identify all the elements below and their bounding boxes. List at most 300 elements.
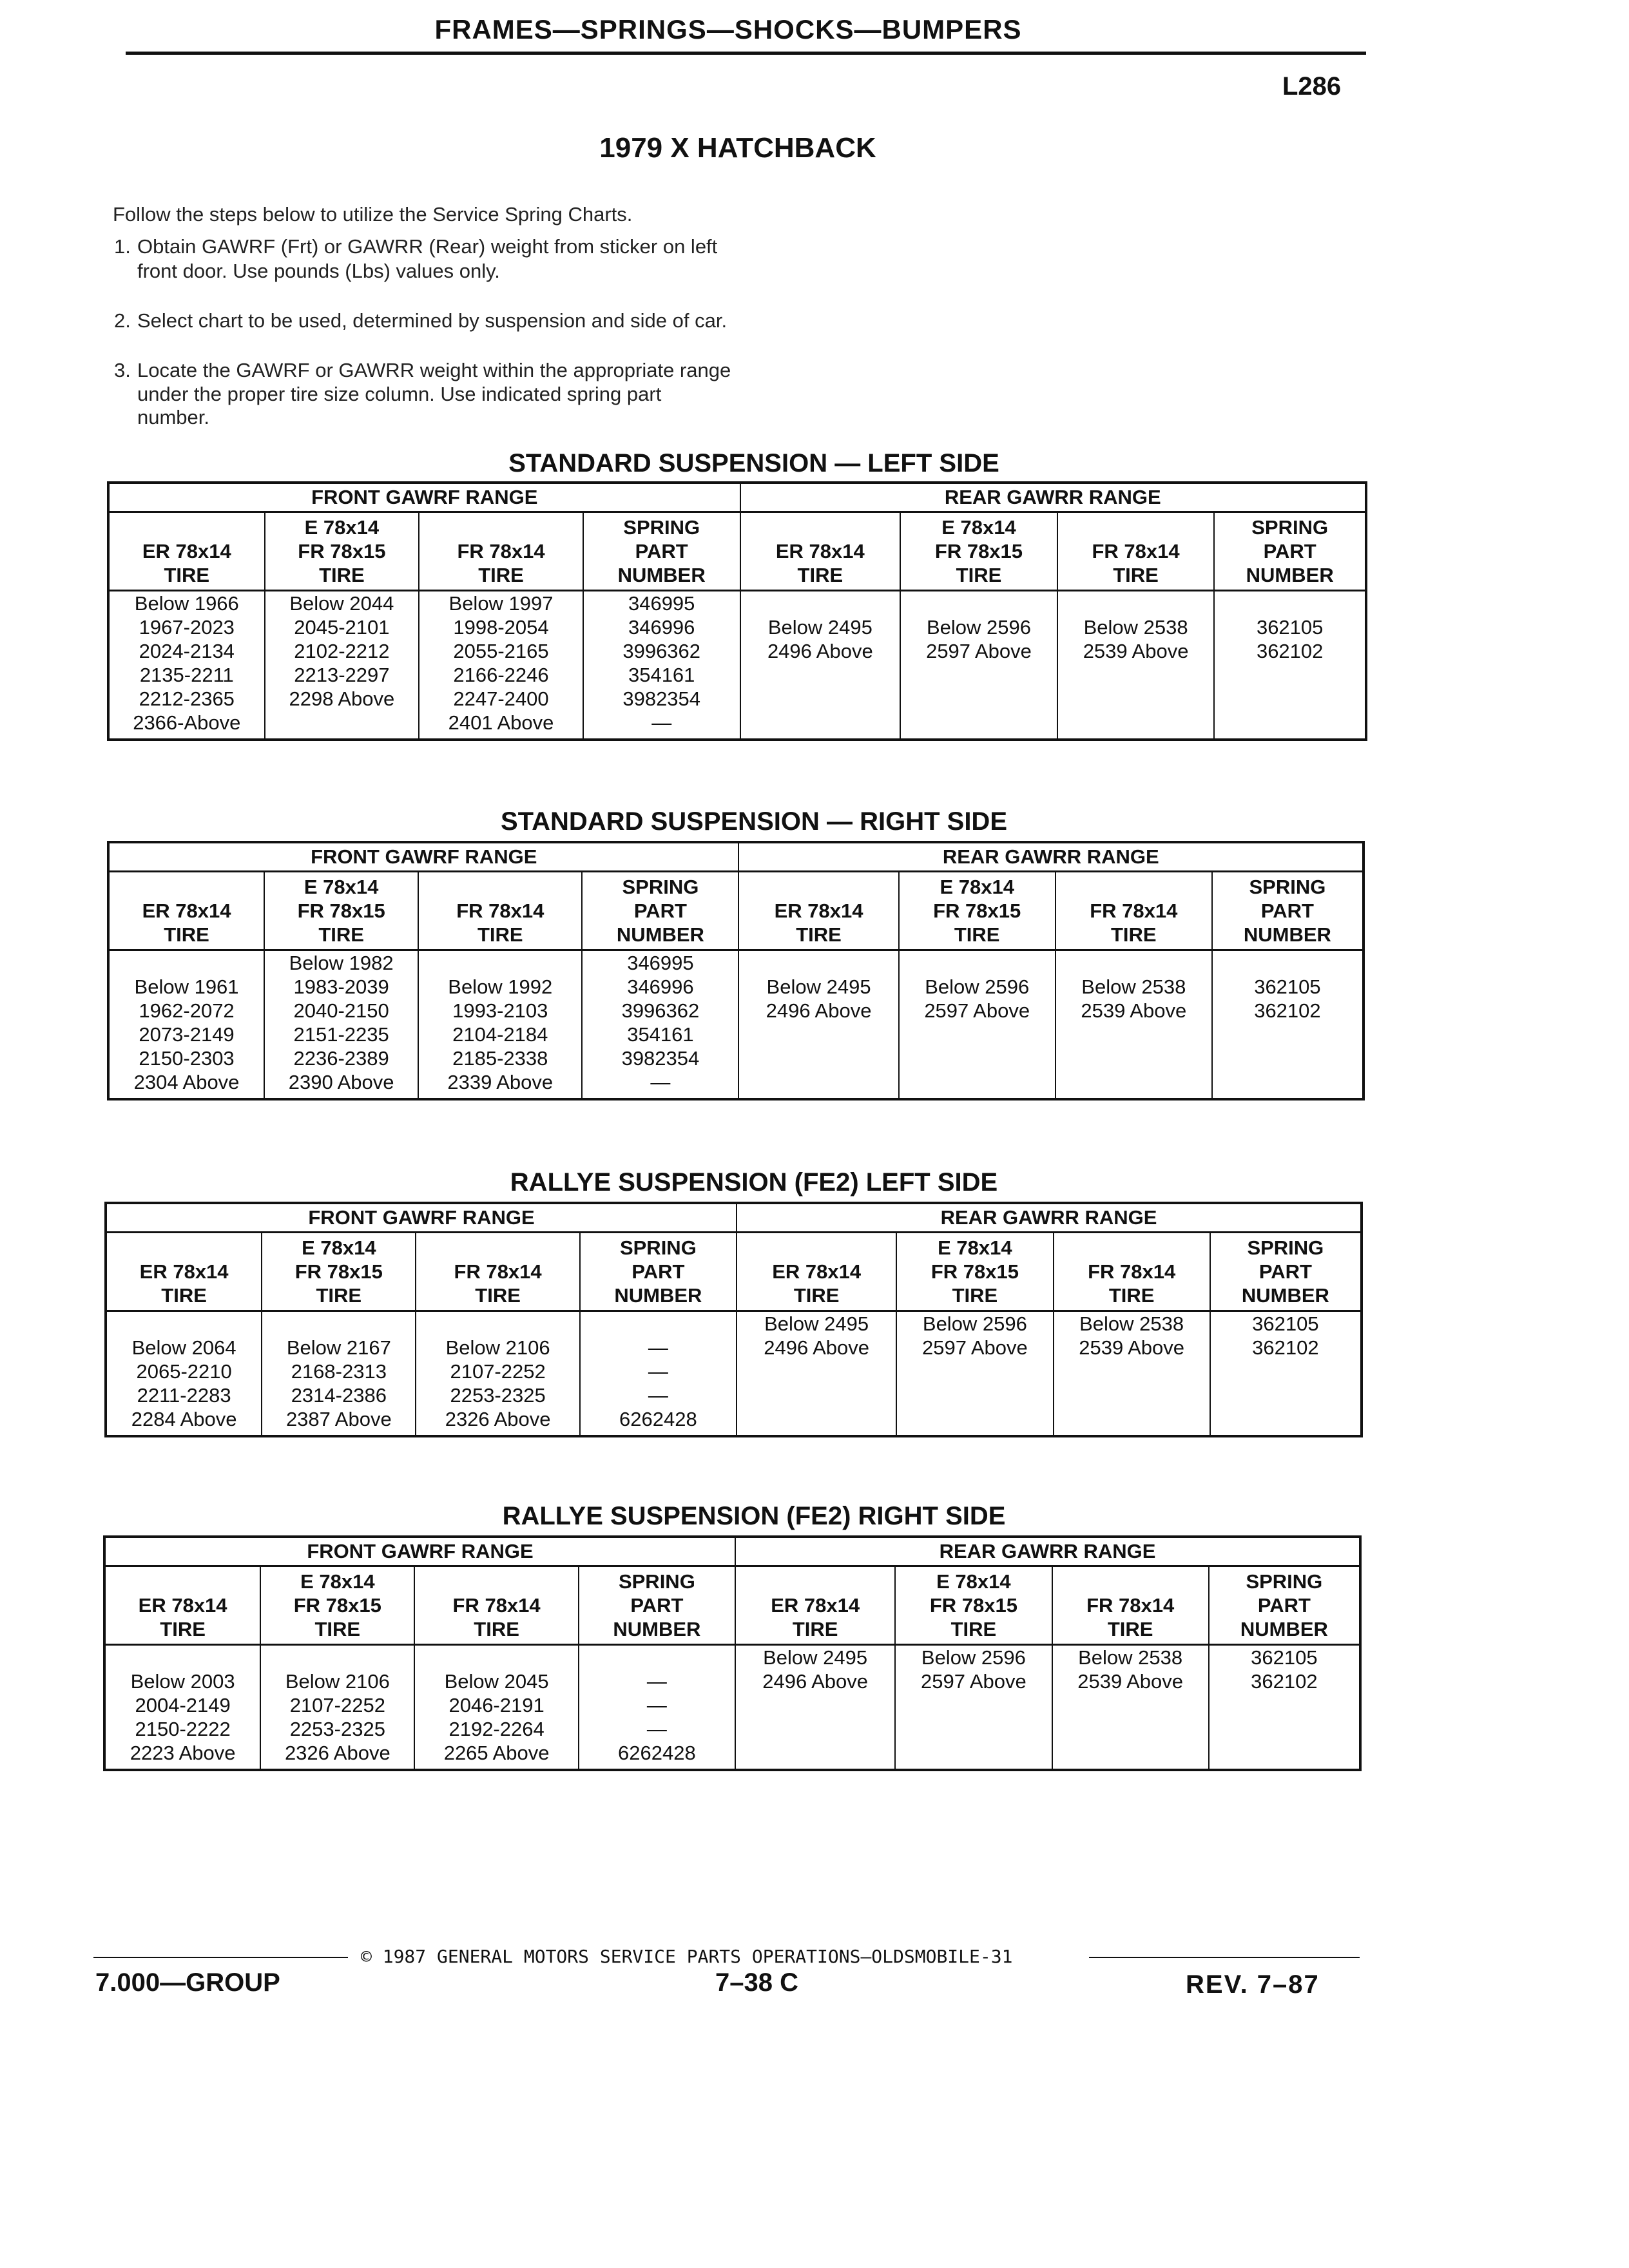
front-fr-value (416, 1312, 579, 1336)
rear-e-fr-column-header (895, 1566, 1052, 1645)
rear-spring-column-header (1209, 1566, 1360, 1645)
front-part-value: — (650, 1071, 671, 1093)
rear-fr-cell (1057, 591, 1215, 740)
header-line (737, 1236, 896, 1260)
rear-er-value (741, 591, 900, 615)
group-header-row (104, 1537, 1360, 1566)
front-part-value: 346995 (627, 952, 694, 974)
rear-fr-value: 2539 Above (1079, 1336, 1185, 1359)
front-e-fr-value: 2168-2313 (291, 1360, 387, 1383)
header-line: ER 78x14 (774, 899, 863, 922)
front-part-value: — (648, 1360, 668, 1383)
group-label: 7.000—GROUP (95, 1968, 280, 1997)
rear-fr-value (1058, 591, 1214, 615)
range-row (106, 1311, 1362, 1437)
front-fr-column-header (416, 1233, 579, 1311)
rear-e-fr-value: 2597 Above (924, 999, 1030, 1022)
front-er-value: 2150-2303 (139, 1047, 235, 1070)
rear-e-fr-cell (899, 950, 1055, 1100)
spring-chart-rallye-left (104, 1202, 1363, 1437)
header-line: E 78x14 (941, 516, 1016, 539)
standard-left-title: STANDARD SUSPENSION — LEFT SIDE (508, 449, 999, 477)
header-line: SPRING (1249, 876, 1326, 898)
front-e-fr-value (262, 1312, 415, 1336)
rear-part-value: 362105 (1254, 975, 1321, 998)
header-rule (126, 52, 1366, 55)
header-line (419, 875, 581, 899)
header-line: TIRE (477, 923, 523, 946)
front-er-value: Below 2003 (130, 1670, 235, 1693)
front-e-fr-value (265, 711, 419, 735)
front-fr-value: 2247-2400 (453, 687, 549, 710)
rear-fr-column-header (1055, 872, 1212, 950)
front-part-value (579, 1646, 735, 1669)
front-er-value: 2284 Above (131, 1408, 237, 1430)
header-line: TIRE (319, 564, 365, 586)
front-er-value: 2004-2149 (135, 1694, 231, 1716)
front-part-value: — (646, 1670, 667, 1693)
rear-er-column-header (735, 1566, 895, 1645)
header-line: NUMBER (1246, 564, 1334, 586)
header-line: TIRE (796, 923, 842, 946)
front-part-value (581, 1312, 736, 1336)
front-e-fr-value: 2326 Above (284, 1742, 390, 1764)
header-line: NUMBER (613, 1618, 701, 1640)
model-title: 1979 X HATCHBACK (599, 132, 876, 164)
step-3-number: 3. (114, 359, 131, 381)
header-line: TIRE (161, 1284, 207, 1307)
rear-fr-column-header (1057, 512, 1215, 591)
header-line: FR 78x15 (930, 1260, 1019, 1283)
front-fr-value: Below 2106 (445, 1336, 550, 1359)
header-line: ER 78x14 (139, 1260, 229, 1283)
header-line (741, 515, 900, 539)
rear-part-cell (1210, 1311, 1362, 1437)
rear-fr-value: Below 2538 (1083, 616, 1188, 639)
front-part-value: — (646, 1718, 667, 1740)
header-line: FR 78x14 (456, 899, 545, 922)
range-row (104, 1645, 1360, 1771)
header-line (1056, 875, 1211, 899)
rear-spring-column-header (1212, 872, 1364, 950)
rear-fr-value: 2539 Above (1083, 640, 1189, 662)
rear-part-value (1215, 591, 1365, 615)
header-line: TIRE (1108, 1284, 1155, 1307)
header-line: E 78x14 (300, 1570, 375, 1593)
front-part-value: — (651, 711, 672, 734)
header-line (416, 1236, 579, 1260)
front-fr-value: 1993-2103 (452, 999, 548, 1022)
rallye-right-title: RALLYE SUSPENSION (FE2) RIGHT SIDE (502, 1502, 1006, 1530)
header-line: FR 78x14 (1088, 1260, 1176, 1283)
front-spring-column-header (579, 1566, 735, 1645)
rear-spring-column-header (1214, 512, 1366, 591)
front-fr-value: 2185-2338 (452, 1047, 548, 1070)
range-row (108, 591, 1366, 740)
front-fr-column-header (419, 512, 583, 591)
front-fr-value: 1998-2054 (453, 616, 549, 639)
front-fr-value: 2104-2184 (452, 1023, 548, 1046)
rear-e-fr-value: 2597 Above (926, 640, 1032, 662)
rear-gawrr-range-header: REAR GAWRR RANGE (738, 842, 1364, 872)
front-er-value: Below 1961 (134, 975, 239, 998)
header-line: NUMBER (614, 1284, 702, 1307)
rear-fr-column-header (1052, 1566, 1209, 1645)
front-e-fr-value: Below 2106 (285, 1670, 390, 1693)
step-3-line-1: Locate the GAWRF or GAWRR weight within the appropriate range (137, 359, 731, 381)
rear-e-fr-value: 2597 Above (922, 1336, 1028, 1359)
front-e-fr-value (261, 1646, 414, 1669)
step-2-line-1: Select chart to be used, determined by suspension and side of car. (137, 309, 728, 332)
front-fr-value: 2192-2264 (448, 1718, 545, 1740)
header-line: NUMBER (1243, 923, 1331, 946)
header-line: TIRE (950, 1618, 997, 1640)
front-gawrf-range-header: FRONT GAWRF RANGE (108, 842, 738, 872)
header-line: PART (1257, 1594, 1311, 1617)
rear-fr-value: 2539 Above (1081, 999, 1187, 1022)
step-3-line-2: under the proper tire size column. Use indicated spring part (137, 383, 662, 405)
front-spring-column-header (583, 512, 740, 591)
front-fr-cell (419, 591, 583, 740)
front-er-column-header (108, 512, 265, 591)
front-er-value: 2366-Above (133, 711, 241, 734)
rear-er-cell (737, 1311, 896, 1437)
rear-gawrr-range-header: REAR GAWRR RANGE (740, 483, 1367, 512)
rear-e-fr-value: Below 2596 (921, 1646, 1026, 1669)
rear-e-fr-column-header (900, 512, 1057, 591)
rear-er-value (739, 951, 898, 975)
group-header-row (108, 842, 1364, 872)
header-line: TIRE (956, 564, 1002, 586)
front-er-cell (108, 591, 265, 740)
front-er-value: 1962-2072 (139, 999, 235, 1022)
front-er-value: 2150-2222 (135, 1718, 231, 1740)
front-part-value: 3996362 (622, 640, 701, 662)
header-line: TIRE (474, 1618, 519, 1640)
header-line: NUMBER (617, 564, 706, 586)
front-er-value (107, 1312, 261, 1336)
rear-er-cell (735, 1645, 895, 1771)
rear-er-value: 2496 Above (762, 1670, 869, 1693)
header-line: FR 78x15 (933, 899, 1021, 922)
front-e-fr-value: 2151-2235 (293, 1023, 389, 1046)
front-er-value: 2024-2134 (139, 640, 235, 662)
front-fr-value: Below 1997 (448, 592, 554, 615)
rear-part-value: 362102 (1251, 1670, 1318, 1693)
front-part-value: 3982354 (622, 687, 701, 710)
rear-fr-cell (1052, 1645, 1209, 1771)
header-line: TIRE (478, 564, 524, 586)
header-line: FR 78x15 (298, 540, 386, 562)
front-er-value: 2073-2149 (139, 1023, 235, 1046)
front-part-value: — (648, 1336, 668, 1359)
copyright-notice: © 1987 GENERAL MOTORS SERVICE PARTS OPERATIONS—OLDSMOBILE-31 (361, 1946, 1013, 1967)
rear-fr-value: Below 2538 (1078, 1646, 1183, 1669)
front-part-value: 3982354 (621, 1047, 700, 1070)
header-line: TIRE (164, 923, 209, 946)
header-line: TIRE (797, 564, 843, 586)
rear-er-cell (738, 950, 898, 1100)
rear-er-value: 2496 Above (764, 1336, 870, 1359)
front-fr-value: 2107-2252 (450, 1360, 546, 1383)
front-part-value: — (648, 1384, 668, 1407)
page-code: L286 (1282, 72, 1342, 101)
rear-fr-cell (1054, 1311, 1210, 1437)
header-line: PART (635, 540, 688, 562)
rear-er-value: Below 2495 (766, 975, 871, 998)
front-er-column-header (106, 1233, 262, 1311)
front-fr-value: Below 2045 (444, 1670, 549, 1693)
front-part-value: 6262428 (619, 1408, 697, 1430)
header-line (107, 1236, 261, 1260)
front-e-fr-column-header (262, 1233, 416, 1311)
header-line: PART (633, 899, 687, 922)
rear-part-cell (1209, 1645, 1360, 1771)
front-fr-value: 2339 Above (447, 1071, 554, 1093)
header-line: TIRE (318, 923, 364, 946)
header-line: TIRE (314, 1618, 361, 1640)
header-line: FR 78x14 (1092, 540, 1180, 562)
front-e-fr-value: 2253-2325 (289, 1718, 385, 1740)
front-er-value (106, 1646, 260, 1669)
header-line: ER 78x14 (142, 540, 231, 562)
front-e-fr-value: Below 2044 (289, 592, 394, 615)
header-line (419, 515, 583, 539)
front-part-value: 346996 (627, 975, 694, 998)
rear-part-value: 362105 (1256, 616, 1324, 639)
rear-part-value: 362102 (1252, 1336, 1319, 1359)
header-line: E 78x14 (304, 516, 380, 539)
rear-fr-value: Below 2538 (1081, 975, 1186, 998)
header-line (110, 515, 264, 539)
front-fr-cell (418, 950, 582, 1100)
front-fr-value: 2046-2191 (448, 1694, 545, 1716)
front-er-value: 1967-2023 (139, 616, 235, 639)
front-e-fr-value: Below 1982 (289, 952, 394, 974)
rear-e-fr-value: 2597 Above (921, 1670, 1027, 1693)
step-1-line-1: Obtain GAWRF (Frt) or GAWRR (Rear) weight from sticker on left (137, 235, 718, 258)
header-line: TIRE (792, 1618, 838, 1640)
front-gawrf-range-header: FRONT GAWRF RANGE (104, 1537, 735, 1566)
header-line (415, 1570, 577, 1593)
front-er-value: 2304 Above (133, 1071, 240, 1093)
front-e-fr-value: 2298 Above (289, 687, 395, 710)
step-2-number: 2. (114, 309, 131, 332)
revision-label: REV. 7–87 (1186, 1970, 1320, 1999)
rear-e-fr-value: Below 2596 (922, 1312, 1027, 1335)
header-line: FR 78x15 (934, 540, 1023, 562)
front-fr-value: 2265 Above (443, 1742, 550, 1764)
page-number: 7–38 C (715, 1968, 798, 1997)
step-3-line-3: number. (137, 406, 210, 428)
front-er-cell (106, 1311, 262, 1437)
group-header-row (106, 1203, 1362, 1233)
front-fr-cell (416, 1311, 579, 1437)
header-line: ER 78x14 (775, 540, 865, 562)
rear-e-fr-cell (895, 1645, 1052, 1771)
instructions-intro: Follow the steps below to utilize the Service Spring Charts. (113, 203, 633, 226)
front-e-fr-value: 2213-2297 (294, 664, 390, 686)
rear-e-fr-cell (900, 591, 1057, 740)
column-header-row (108, 872, 1364, 950)
header-line: SPRING (623, 516, 700, 539)
rear-fr-cell (1055, 950, 1212, 1100)
header-line: ER 78x14 (142, 899, 231, 922)
rear-fr-value: 2539 Above (1077, 1670, 1184, 1693)
rear-er-column-header (738, 872, 898, 950)
header-line: FR 78x15 (294, 1260, 383, 1283)
rear-part-value: 362105 (1251, 1646, 1318, 1669)
header-line: E 78x14 (938, 1236, 1012, 1259)
rallye-left-title: RALLYE SUSPENSION (FE2) LEFT SIDE (510, 1168, 998, 1196)
spring-chart-standard-right (107, 841, 1365, 1100)
spring-chart-standard-left (107, 481, 1367, 741)
header-line: PART (631, 1260, 685, 1283)
step-1-number: 1. (114, 235, 131, 258)
rear-part-cell (1212, 950, 1364, 1100)
standard-right-title: STANDARD SUSPENSION — RIGHT SIDE (501, 807, 1007, 836)
front-part-value: 346995 (628, 592, 695, 615)
header-line: ER 78x14 (771, 1594, 860, 1617)
header-line: SPRING (618, 1570, 695, 1593)
front-er-value: 2212-2365 (139, 687, 235, 710)
footer-rule-right (1089, 1957, 1360, 1958)
front-e-fr-value: 2314-2386 (291, 1384, 387, 1407)
front-fr-value: 2326 Above (445, 1408, 551, 1430)
range-row (108, 950, 1364, 1100)
front-part-value: 346996 (628, 616, 695, 639)
front-er-cell (108, 950, 264, 1100)
front-part-cell (579, 1645, 735, 1771)
group-header-row (108, 483, 1366, 512)
column-header-row (108, 512, 1366, 591)
header-line: SPRING (619, 1236, 697, 1259)
front-e-fr-cell (262, 1311, 416, 1437)
front-e-fr-value: 2102-2212 (294, 640, 390, 662)
header-line: FR 78x15 (297, 899, 385, 922)
front-fr-value (415, 1646, 577, 1669)
rear-er-value: Below 2495 (763, 1646, 868, 1669)
front-er-cell (104, 1645, 260, 1771)
front-part-cell (580, 1311, 737, 1437)
rear-er-value: Below 2495 (767, 616, 872, 639)
rear-e-fr-value: Below 2596 (926, 616, 1031, 639)
header-line: FR 78x14 (452, 1594, 541, 1617)
header-line: SPRING (1247, 1236, 1324, 1259)
header-line: TIRE (160, 1618, 206, 1640)
front-spring-column-header (580, 1233, 737, 1311)
step-1-line-2: front door. Use pounds (Lbs) values only. (137, 260, 500, 282)
header-line: TIRE (475, 1284, 521, 1307)
front-part-value: 6262428 (618, 1742, 696, 1764)
header-line: NUMBER (1241, 1284, 1329, 1307)
header-line: PART (1260, 899, 1314, 922)
front-fr-cell (414, 1645, 578, 1771)
front-e-fr-value: 2387 Above (285, 1408, 392, 1430)
header-line (106, 1570, 260, 1593)
front-e-fr-value: 1983-2039 (293, 975, 389, 998)
header-line (1053, 1570, 1208, 1593)
header-line: SPRING (622, 876, 699, 898)
rear-e-fr-column-header (896, 1233, 1053, 1311)
header-line: PART (1258, 1260, 1312, 1283)
header-line (739, 875, 898, 899)
header-line (110, 875, 264, 899)
header-line: NUMBER (1240, 1618, 1328, 1640)
rear-part-value: 362102 (1254, 999, 1321, 1022)
header-line (1054, 1236, 1210, 1260)
header-line: E 78x14 (302, 1236, 376, 1259)
front-part-value: 3996362 (621, 999, 700, 1022)
front-fr-value (419, 951, 581, 975)
front-er-value: Below 1966 (134, 592, 239, 615)
front-gawrf-range-header: FRONT GAWRF RANGE (108, 483, 740, 512)
header-line: E 78x14 (936, 1570, 1011, 1593)
header-line: FR 78x14 (1086, 1594, 1175, 1617)
front-fr-value: 2166-2246 (453, 664, 549, 686)
header-line: ER 78x14 (772, 1260, 862, 1283)
header-line: TIRE (954, 923, 1000, 946)
header-line: FR 78x14 (1090, 899, 1178, 922)
front-gawrf-range-header: FRONT GAWRF RANGE (106, 1203, 737, 1233)
rear-er-cell (740, 591, 901, 740)
front-fr-value: 2253-2325 (450, 1384, 546, 1407)
rear-gawrr-range-header: REAR GAWRR RANGE (737, 1203, 1362, 1233)
front-e-fr-value: 2390 Above (288, 1071, 394, 1093)
rear-part-value: 362102 (1256, 640, 1324, 662)
header-line: FR 78x15 (929, 1594, 1017, 1617)
front-spring-column-header (582, 872, 738, 950)
front-fr-value: 2401 Above (448, 711, 554, 734)
front-e-fr-cell (260, 1645, 414, 1771)
header-line: PART (630, 1594, 684, 1617)
front-e-fr-value: 2107-2252 (289, 1694, 385, 1716)
front-er-value (110, 951, 264, 975)
rear-part-value: 362105 (1252, 1312, 1319, 1335)
header-line: E 78x14 (304, 876, 379, 898)
header-line: E 78x14 (940, 876, 1014, 898)
rear-e-fr-cell (896, 1311, 1053, 1437)
header-line: PART (1263, 540, 1316, 562)
front-e-fr-cell (264, 950, 418, 1100)
header-line: TIRE (1113, 564, 1159, 586)
front-er-value: 2065-2210 (136, 1360, 232, 1383)
front-fr-value: 2055-2165 (453, 640, 549, 662)
rear-e-fr-value (900, 951, 1055, 975)
rear-part-cell (1214, 591, 1366, 740)
rear-gawrr-range-header: REAR GAWRR RANGE (735, 1537, 1360, 1566)
header-line: TIRE (316, 1284, 362, 1307)
front-e-fr-cell (265, 591, 419, 740)
front-part-cell (583, 591, 740, 740)
page-header-title: FRAMES—SPRINGS—SHOCKS—BUMPERS (434, 14, 1022, 44)
header-line: SPRING (1251, 516, 1329, 539)
header-line (736, 1570, 894, 1593)
column-header-row (106, 1233, 1362, 1311)
rear-er-column-header (740, 512, 901, 591)
rear-fr-value (1056, 951, 1211, 975)
front-fr-column-header (414, 1566, 578, 1645)
front-er-column-header (104, 1566, 260, 1645)
front-e-fr-value: 2236-2389 (293, 1047, 389, 1070)
rear-spring-column-header (1210, 1233, 1362, 1311)
front-er-value: 2223 Above (130, 1742, 236, 1764)
header-line: SPRING (1246, 1570, 1323, 1593)
front-e-fr-column-header (260, 1566, 414, 1645)
column-header-row (104, 1566, 1360, 1645)
rear-part-value (1213, 951, 1362, 975)
header-line: TIRE (793, 1284, 840, 1307)
